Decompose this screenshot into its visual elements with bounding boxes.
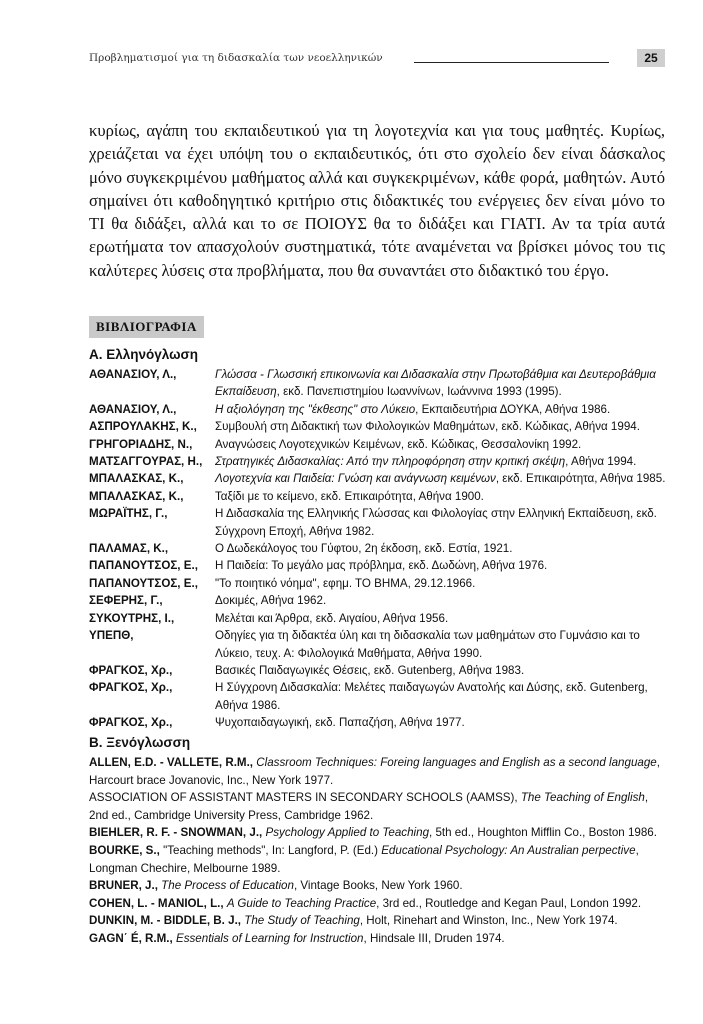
bib-prefix: "Teaching methods", In: Langford, P. (Ed.) [159, 843, 382, 857]
bib-reference [215, 401, 667, 418]
bib-reference [215, 540, 667, 557]
bib-author: ΦΡΑΓΚΟΣ, Χρ., [89, 716, 173, 730]
greek-bibliography [89, 347, 667, 732]
bib-author: ΜΠΑΛΑΣΚΑΣ, Κ., [89, 489, 184, 503]
bib-reference [215, 505, 667, 540]
bib-details: , 5th ed., Houghton Mifflin Co., Boston 1986. [429, 826, 657, 840]
bib-details: Συμβουλή στη Διδακτική των Φιλολογικών Μαθημάτων, εκδ. Κώδικας, Αθήνα 1994. [215, 420, 640, 434]
bib-reference [215, 627, 667, 662]
bib-entry [89, 627, 667, 662]
bib-details: Μελέται και Άρθρα, εκδ. Αιγαίου, Αθήνα 1956. [215, 611, 449, 625]
bib-author: ΓΡΗΓΟΡΙΑΔΗΣ, Ν., [89, 437, 193, 451]
bib-entry [89, 470, 667, 487]
bib-details: , Αθήνα 1994. [565, 455, 637, 469]
greek-entries [89, 366, 667, 732]
bib-author: ALLEN, E.D. - VALLETE, R.M., [89, 756, 254, 769]
bib-reference [215, 436, 667, 453]
bibliography-heading: ΒΙΒΛΙΟΓΡΑΦΙΑ [89, 316, 204, 338]
bib-details: Βασικές Παιδαγωγικές Θέσεις, εκδ. Gutenberg, Αθήνα 1983. [215, 663, 525, 677]
bib-title: The Study of Teaching [244, 914, 360, 928]
bib-entry [89, 366, 667, 401]
bib-details: , Holt, Rinehart and Winston, Inc., New York 1974. [359, 914, 618, 928]
bib-author: DUNKIN, M. - BIDDLE, B. J., [89, 914, 242, 928]
bib-details: , Hindsale III, Druden 1974. [363, 931, 505, 945]
bib-details: Η Σύγχρονη Διδασκαλία: Μελέτες παιδαγωγών Ανατολής και Δύσης, εκδ. Gutenberg, Αθήνα 1986. [215, 681, 648, 712]
bib-details: , εκδ. Πανεπιστημίου Ιωαννίνων, Ιωάννινα 1993 (1995). [276, 385, 562, 399]
bib-author: BIEHLER, R. F. - SNOWMAN, J., [89, 826, 263, 840]
bib-entry [89, 557, 667, 574]
bib-details: , εκδ. Επικαιρότητα, Αθήνα 1985. [495, 472, 666, 486]
bib-author: ΑΘΑΝΑΣΙΟΥ, Λ., [89, 402, 177, 416]
foreign-bibliography-heading: Β. Ξενόγλωσση [89, 735, 191, 750]
bib-details: , Harcourt brace Jovanovic, Inc., New York 1977. [89, 756, 660, 787]
bib-entry [89, 912, 667, 930]
foreign-bibliography [89, 735, 667, 948]
bib-details: "Το ποιητικό νόημα", εφημ. ΤΟ ΒΗΜΑ, 29.12.1966. [215, 576, 476, 590]
bib-author: ΣΥΚΟΥΤΡΗΣ, Ι., [89, 611, 175, 625]
greek-bibliography-heading: Α. Ελληνόγλωση [89, 347, 199, 362]
bib-details: Η Διδασκαλία της Ελληνικής Γλώσσας και Φιλολογίας στην Ελληνική Εκπαίδευση, εκδ. Σύγχρονη Εποχή, Αθήνα 1982. [215, 507, 657, 538]
bib-details: Ψυχοπαιδαγωγική, εκδ. Παπαζήση, Αθήνα 1977. [215, 716, 465, 730]
bib-entry [89, 789, 667, 824]
bib-details: Η Παιδεία: Το μεγάλο μας πρόβλημα, εκδ. Δωδώνη, Αθήνα 1976. [215, 559, 548, 573]
bib-reference [215, 662, 667, 679]
bib-title: The Process of Education [161, 879, 294, 893]
bib-reference [215, 453, 667, 470]
bib-entry [89, 453, 667, 470]
bib-author: ΠΑΠΑΝΟΥΤΣΟΣ, Ε., [89, 576, 198, 590]
bib-entry [89, 488, 667, 505]
bib-entry [89, 824, 667, 842]
bib-entry [89, 754, 667, 789]
bib-details: , 2nd ed., Cambridge University Press, Cambridge 1962. [89, 791, 649, 822]
bib-author: ΠΑΛΑΜΑΣ, Κ., [89, 542, 169, 556]
bib-author: GAGN΄ É, R.M., [89, 931, 173, 945]
bib-details: Αναγνώσεις Λογοτεχνικών Κειμένων, εκδ. Κώδικας, Θεσσαλονίκη 1992. [215, 437, 582, 451]
bib-author: ΜΩΡΑΪΤΗΣ, Γ., [89, 507, 168, 521]
bib-reference [215, 714, 667, 731]
bib-author: ΣΕΦΕΡΗΣ, Γ., [89, 594, 163, 608]
bib-entry [89, 592, 667, 609]
bib-entry [89, 436, 667, 453]
bib-prefix: ASSOCIATION OF ASSISTANT MASTERS IN SECONDARY SCHOOLS (AAMSS), [89, 791, 521, 805]
bib-entry [89, 662, 667, 679]
bib-reference [215, 470, 667, 487]
bib-author: ΜΠΑΛΑΣΚΑΣ, Κ., [89, 472, 184, 486]
page-number: 25 [637, 49, 665, 67]
bib-entry [89, 418, 667, 435]
bib-title: Γλώσσα - Γλωσσική επικοινωνία και Διδασκαλία στην Πρωτοβάθμια και Δευτεροβάθμια Εκπαίδευση [215, 368, 656, 399]
bib-reference [215, 488, 667, 505]
bib-details: , Longman Chechire, Melbourne 1989. [89, 843, 639, 875]
bib-entry [89, 540, 667, 557]
bib-reference [215, 575, 667, 592]
bib-title: Psychology Applied to Teaching [265, 826, 430, 840]
bib-entry [89, 842, 667, 877]
bib-reference [215, 610, 667, 627]
bib-entry [89, 679, 667, 714]
bib-entry [89, 714, 667, 731]
bib-title: Στρατηγικές Διδασκαλίας: Από την πληροφόρηση στην κριτική σκέψη [215, 455, 566, 469]
header-rule [414, 62, 609, 63]
running-title: Προβληματισμοί για τη διδασκαλία των νεοελληνικών [89, 52, 383, 64]
bib-details: , Vintage Books, New York 1960. [293, 879, 463, 893]
bib-author: ΠΑΠΑΝΟΥΤΣΟΣ, Ε., [89, 559, 198, 573]
bib-reference [215, 366, 667, 401]
bib-title: Η αξιολόγηση της "έκθεσης" στο Λύκειο [215, 402, 416, 416]
bib-author: ΑΘΑΝΑΣΙΟΥ, Λ., [89, 368, 177, 381]
page-header [89, 50, 669, 70]
bib-title: The Teaching of English [520, 791, 645, 805]
bib-entry [89, 610, 667, 627]
bib-details: , Εκπαιδευτήρια ΔΟΥΚΑ, Αθήνα 1986. [415, 402, 611, 416]
bib-entry [89, 575, 667, 592]
bib-reference [215, 679, 667, 714]
body-paragraph: κυρίως, αγάπη του εκπαιδευτικού για τη λογοτεχνία και για τους μαθητές. Κυρίως, χρειάζεται να έχει υπόψη του ο εκπαιδευτικός, ότι στο σχολείο δεν είναι δάσκαλος μόνο συγκεκριμένου μαθήματος αλλά και συγκεκριμένων, κάθε φορά, μαθητών. Αυτό σημαίνει ότι καθοδηγητικό κριτήριο στις διδακτικές του ενέργειες δεν είναι μόνο το ΤΙ θα διδάξει, αλλά και το σε ΠΟΙΟΥΣ θα το διδάξει και ΓΙΑΤΙ. Αν τα τρία αυτά ερωτήματα τον απασχολούν συστηματικά, τότε αναμένεται να βρίσκει μόνος του τις καλύτερες λύσεις στα προβλήματα, που θα συναντάει στο διδακτικό του έργο. [89, 121, 665, 280]
bib-details: Ταξίδι με το κείμενο, εκδ. Επικαιρότητα, Αθήνα 1900. [215, 489, 484, 503]
bib-author: BRUNER, J., [89, 879, 158, 893]
bib-author: ΦΡΑΓΚΟΣ, Χρ., [89, 663, 173, 677]
bib-details: , 3rd ed., Routledge and Kegan Paul, London 1992. [376, 896, 642, 910]
bib-title: Educational Psychology: An Australian perpective [381, 843, 636, 857]
bib-details: Δοκιμές, Αθήνα 1962. [215, 594, 327, 608]
bib-author: BOURKE, S., [89, 843, 160, 857]
bib-author: COHEN, L. - MANIOL, L., [89, 896, 224, 910]
bib-reference [215, 557, 667, 574]
bib-entry [89, 877, 667, 895]
bib-title: Λογοτεχνία και Παιδεία: Γνώση και ανάγνωση κειμένων [215, 472, 496, 486]
bib-entry [89, 505, 667, 540]
bib-title: A Guide to Teaching Practice [226, 896, 377, 910]
bib-entry [89, 895, 667, 913]
bib-reference [215, 418, 667, 435]
bib-title: Classroom Techniques: Foreing languages and English as a second language [256, 756, 657, 769]
bib-entry [89, 401, 667, 418]
bib-title: Essentials of Learning for Instruction [175, 931, 364, 945]
bib-details: Ο Δωδεκάλογος του Γύφτου, 2η έκδοση, εκδ. Εστία, 1921. [215, 542, 513, 556]
bib-details: Οδηγίες για τη διδακτέα ύλη και τη διδασκαλία των μαθημάτων στο Γυμνάσιο και το Λύκειο, τευχ. Α: Φιλολογικά Μαθήματα, Αθήνα 1990. [215, 629, 640, 660]
bib-reference [215, 592, 667, 609]
bib-author: ΥΠΕΠΘ, [89, 629, 134, 643]
bib-entry [89, 930, 667, 948]
bib-author: ΜΑΤΣΑΓΓΟΥΡΑΣ, Η., [89, 455, 203, 469]
bib-author: ΦΡΑΓΚΟΣ, Χρ., [89, 681, 173, 695]
bib-author: ΑΣΠΡΟΥΛΑΚΗΣ, Κ., [89, 420, 197, 434]
